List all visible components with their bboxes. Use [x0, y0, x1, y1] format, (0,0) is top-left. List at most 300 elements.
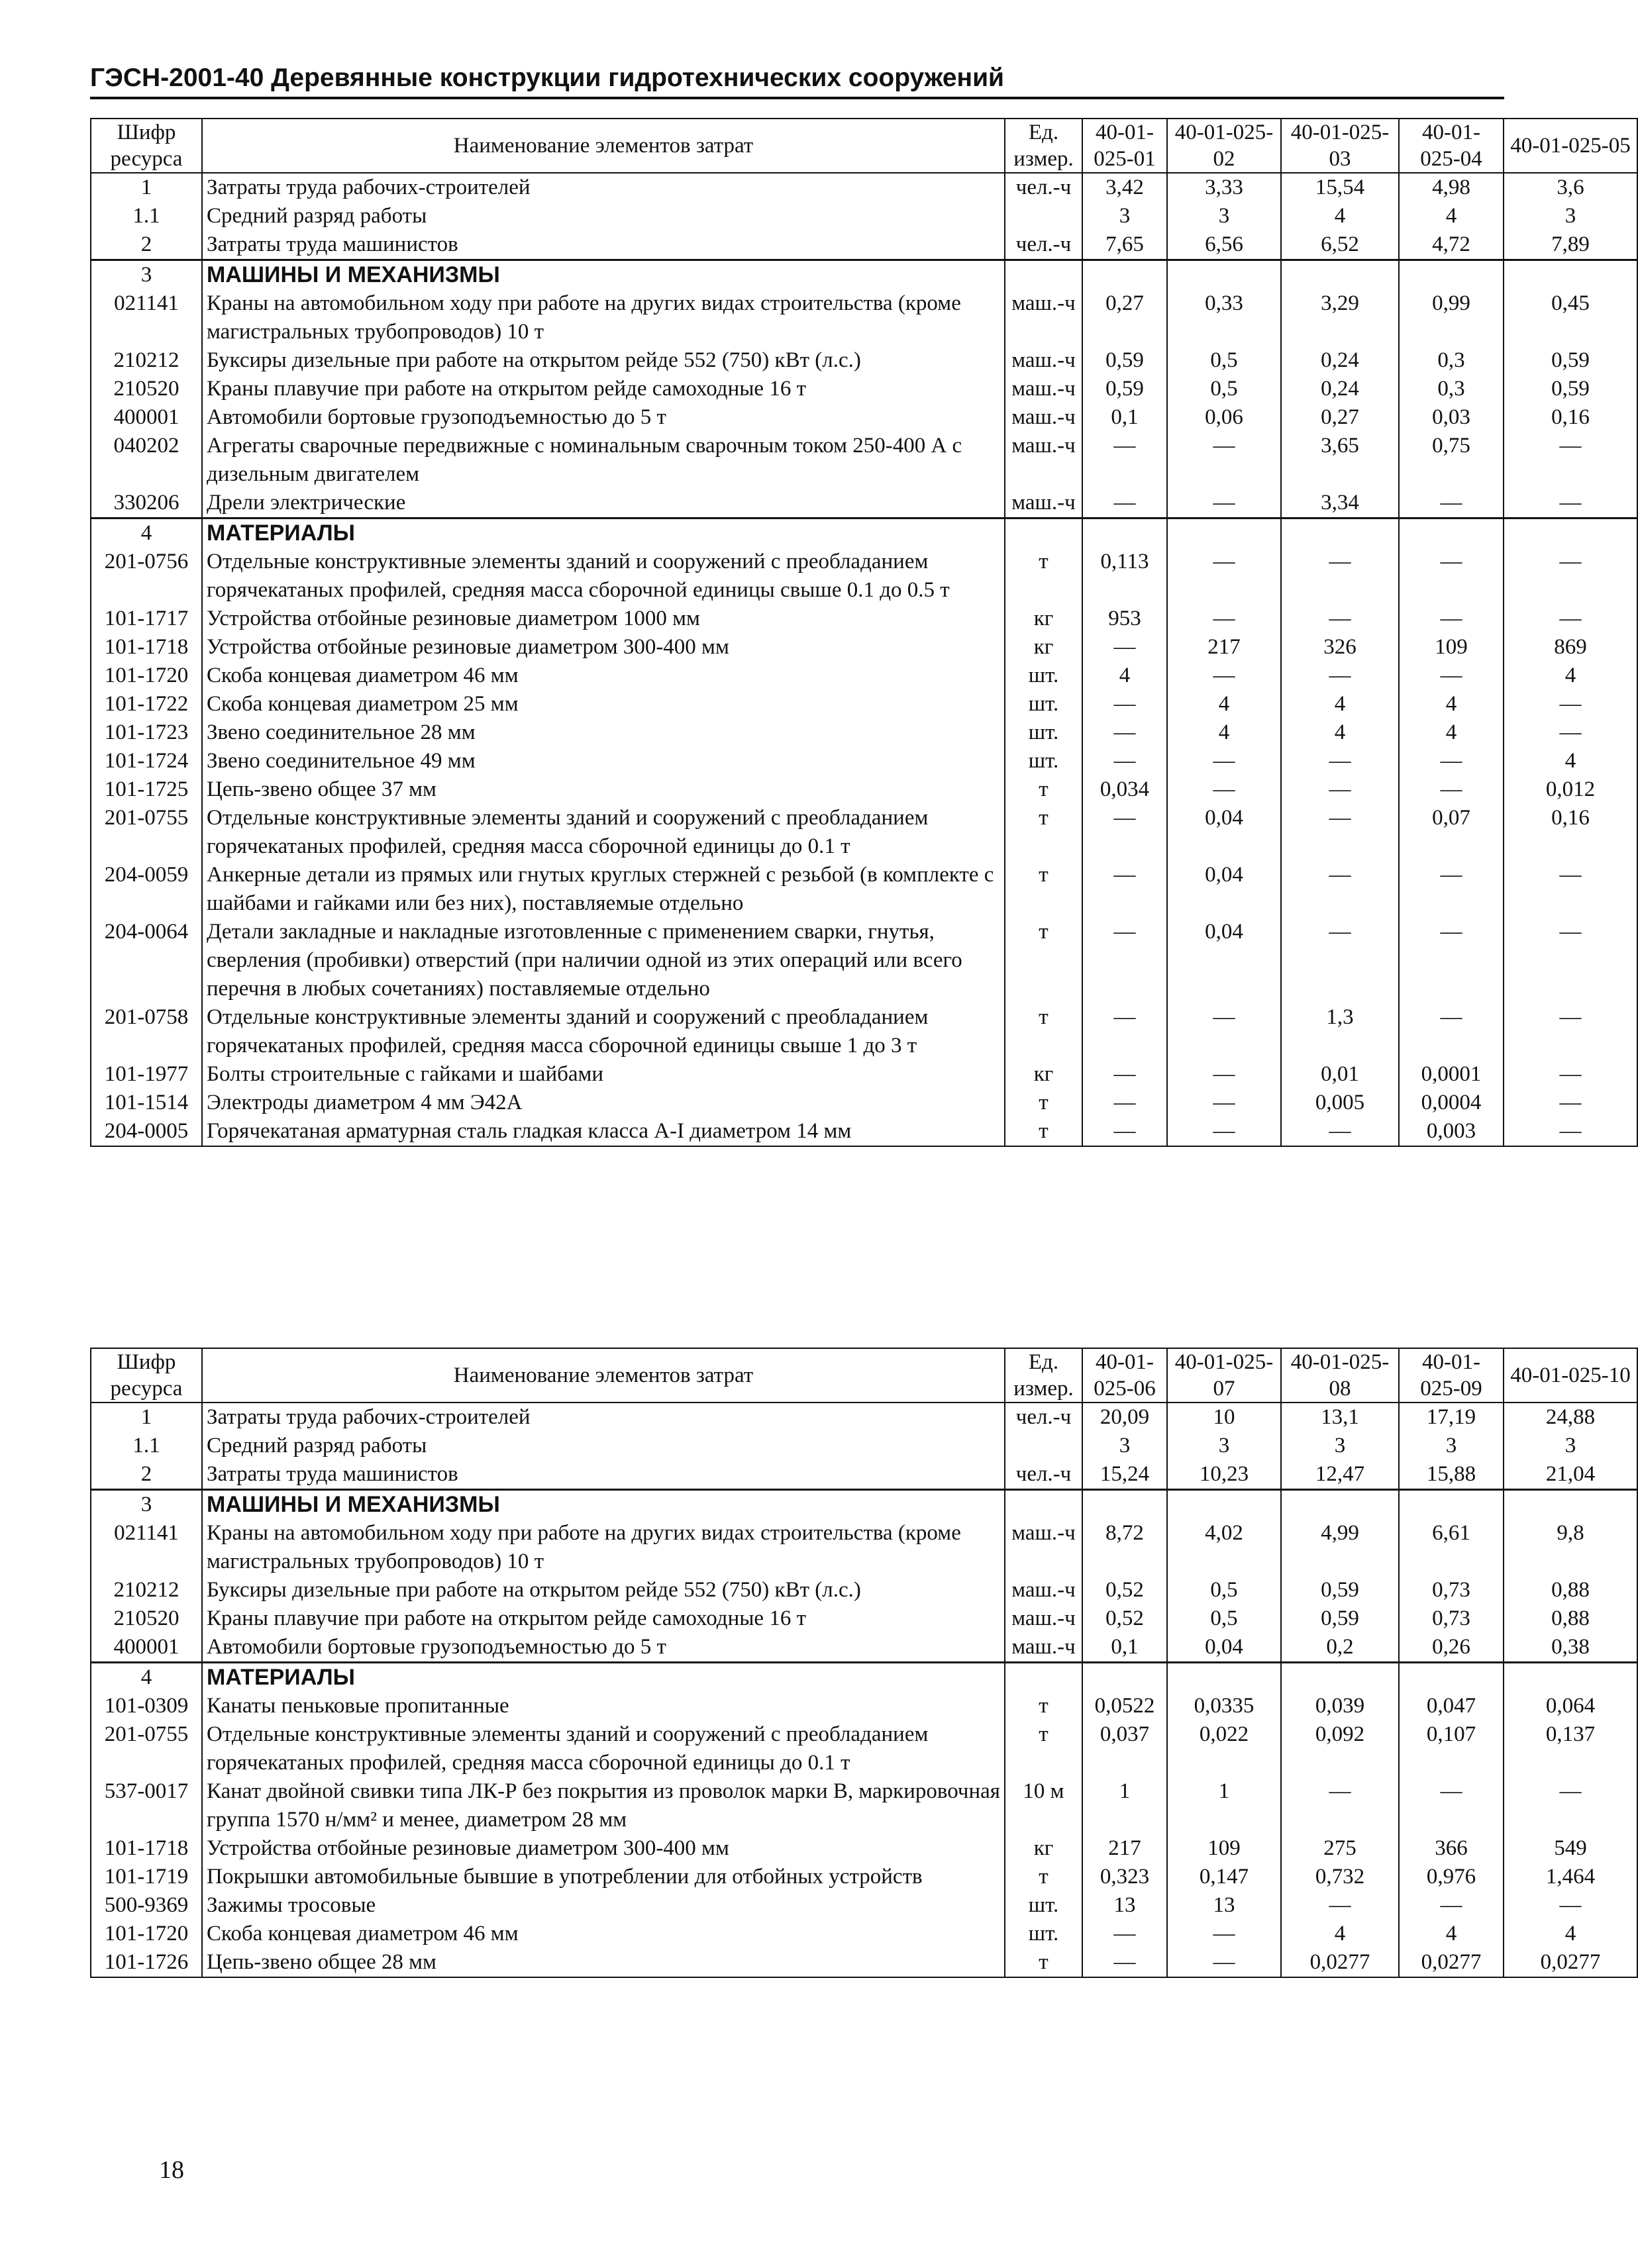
- norm-value-cell: —: [1082, 804, 1167, 861]
- norm-value-cell: 0,323: [1082, 1863, 1167, 1891]
- table-row: [91, 861, 1637, 918]
- norm-value-cell: 1: [1082, 1777, 1167, 1834]
- table-row: [91, 1834, 1637, 1863]
- unit-cell: т: [1005, 1117, 1082, 1146]
- norm-value-cell: —: [1167, 1920, 1281, 1948]
- resource-name-cell: Краны на автомобильном ходу при работе на других видах строительства (кроме магистральных трубопроводов) 10 т: [202, 1519, 1005, 1576]
- table-row: [91, 690, 1637, 718]
- table-row: [91, 1460, 1637, 1490]
- resource-name-cell: Электроды диаметром 4 мм Э42А: [202, 1089, 1005, 1117]
- norm-value-cell: —: [1281, 747, 1399, 775]
- norm-value-cell: 10,23: [1167, 1460, 1281, 1490]
- resource-code-cell: 1: [91, 173, 202, 202]
- resource-name-cell: Звено соединительное 49 мм: [202, 747, 1005, 775]
- resource-code-cell: 204-0064: [91, 918, 202, 1003]
- norm-value-cell: 0,0001: [1399, 1060, 1504, 1089]
- norm-value-cell: 3,29: [1281, 289, 1399, 346]
- table-row: [91, 747, 1637, 775]
- resource-name-cell: Средний разряд работы: [202, 202, 1005, 230]
- resource-code-cell: 101-1724: [91, 747, 202, 775]
- norm-value-cell: —: [1504, 432, 1637, 489]
- norm-value-cell: —: [1167, 662, 1281, 690]
- norm-value-cell: [1281, 1663, 1399, 1693]
- norm-value-cell: 3: [1082, 202, 1167, 230]
- unit-cell: [1005, 1432, 1082, 1460]
- resource-name-cell: Покрышки автомобильные бывшие в употреблении для отбойных устройств: [202, 1863, 1005, 1891]
- norm-value-cell: 0,0277: [1399, 1948, 1504, 1977]
- resource-code-cell: 4: [91, 1663, 202, 1693]
- resource-code-cell: 210520: [91, 375, 202, 403]
- norm-value-cell: 109: [1399, 633, 1504, 662]
- norm-value-cell: 3,65: [1281, 432, 1399, 489]
- norm-value-cell: —: [1399, 489, 1504, 518]
- resource-name-cell: Затраты труда рабочих-строителей: [202, 173, 1005, 202]
- resource-name-cell: Отдельные конструктивные элементы зданий и сооружений с преобладанием горячекатаных профилей, средняя масса сборочной единицы до 0.1 т: [202, 1720, 1005, 1777]
- norm-value-cell: 4: [1167, 690, 1281, 718]
- resource-name-cell: Автомобили бортовые грузоподъемностью до 5 т: [202, 1633, 1005, 1663]
- norm-value-cell: [1399, 260, 1504, 290]
- norm-value-cell: 12,47: [1281, 1460, 1399, 1490]
- resource-name-cell: Буксиры дизельные при работе на открытом рейде 552 (750) кВт (л.с.): [202, 1576, 1005, 1604]
- norm-value-cell: —: [1281, 861, 1399, 918]
- resource-code-cell: 101-1722: [91, 690, 202, 718]
- resource-name-cell: Зажимы тросовые: [202, 1891, 1005, 1920]
- norm-value-cell: —: [1399, 861, 1504, 918]
- resource-name-cell: Автомобили бортовые грузоподъемностью до 5 т: [202, 403, 1005, 432]
- norm-value-cell: —: [1281, 775, 1399, 804]
- norm-value-cell: 0,0522: [1082, 1692, 1167, 1720]
- norm-value-cell: [1167, 1663, 1281, 1693]
- unit-cell: чел.-ч: [1005, 1403, 1082, 1432]
- norm-value-cell: —: [1399, 918, 1504, 1003]
- norm-value-cell: 0,73: [1399, 1604, 1504, 1633]
- norm-value-cell: 0,88: [1504, 1576, 1637, 1604]
- norm-value-cell: —: [1281, 918, 1399, 1003]
- table-row: [91, 1576, 1637, 1604]
- resource-name-cell: Цепь-звено общее 37 мм: [202, 775, 1005, 804]
- norm-value-cell: —: [1082, 747, 1167, 775]
- norm-value-cell: —: [1504, 1777, 1637, 1834]
- resource-name-cell: Отдельные конструктивные элементы зданий и сооружений с преобладанием горячекатаных профилей, средняя масса сборочной единицы свыше 0.1 до 0.5 т: [202, 548, 1005, 605]
- norm-value-cell: —: [1504, 718, 1637, 747]
- norm-value-cell: —: [1167, 747, 1281, 775]
- norm-value-cell: 4: [1504, 747, 1637, 775]
- norm-value-cell: —: [1167, 605, 1281, 633]
- section-row: [91, 260, 1637, 290]
- table-row: [91, 346, 1637, 375]
- resource-code-cell: 2: [91, 230, 202, 260]
- unit-cell: 10 м: [1005, 1777, 1082, 1834]
- norm-value-cell: 4,98: [1399, 173, 1504, 202]
- resource-code-cell: 021141: [91, 1519, 202, 1576]
- table-row: [91, 1633, 1637, 1663]
- norm-value-cell: —: [1504, 1891, 1637, 1920]
- norm-value-cell: 0,07: [1399, 804, 1504, 861]
- norm-value-cell: 21,04: [1504, 1460, 1637, 1490]
- unit-cell: т: [1005, 1692, 1082, 1720]
- norm-value-cell: [1399, 1490, 1504, 1520]
- resource-code-cell: 204-0005: [91, 1117, 202, 1146]
- resource-code-cell: 101-1726: [91, 1948, 202, 1977]
- norm-value-cell: 0,26: [1399, 1633, 1504, 1663]
- resource-name-cell: Дрели электрические: [202, 489, 1005, 518]
- col-header-norm: 40-01-025-07: [1167, 1348, 1281, 1403]
- table-row: [91, 1060, 1637, 1089]
- col-header-norm: 40-01-025-03: [1281, 119, 1399, 173]
- resource-code-cell: 1.1: [91, 202, 202, 230]
- norm-value-cell: —: [1167, 489, 1281, 518]
- resource-code-cell: 101-1719: [91, 1863, 202, 1891]
- norm-value-cell: 0,27: [1082, 289, 1167, 346]
- norm-value-cell: 0,45: [1504, 289, 1637, 346]
- norm-value-cell: 0,2: [1281, 1633, 1399, 1663]
- resource-code-cell: 101-1718: [91, 1834, 202, 1863]
- norm-value-cell: 953: [1082, 605, 1167, 633]
- resource-name-cell: Краны плавучие при работе на открытом рейде самоходные 16 т: [202, 1604, 1005, 1633]
- table-row: [91, 1948, 1637, 1977]
- norm-value-cell: 17,19: [1399, 1403, 1504, 1432]
- norm-value-cell: 3,42: [1082, 173, 1167, 202]
- norm-value-cell: 6,52: [1281, 230, 1399, 260]
- norm-value-cell: 7,89: [1504, 230, 1637, 260]
- norm-value-cell: 0,113: [1082, 548, 1167, 605]
- norm-value-cell: 0,022: [1167, 1720, 1281, 1777]
- norm-value-cell: 4: [1399, 718, 1504, 747]
- unit-cell: маш.-ч: [1005, 1576, 1082, 1604]
- section-row: [91, 518, 1637, 548]
- col-header-name: Наименование элементов затрат: [202, 1348, 1005, 1403]
- norm-value-cell: 0,04: [1167, 861, 1281, 918]
- norm-value-cell: —: [1399, 662, 1504, 690]
- table-row: [91, 1519, 1637, 1576]
- norm-value-cell: 0,107: [1399, 1720, 1504, 1777]
- unit-cell: [1005, 260, 1082, 290]
- norm-value-cell: 0,06: [1167, 403, 1281, 432]
- norm-value-cell: 0,0277: [1504, 1948, 1637, 1977]
- norm-value-cell: 4: [1399, 1920, 1504, 1948]
- col-header-code: Шифр ресурса: [91, 119, 202, 173]
- col-header-norm: 40-01-025-06: [1082, 1348, 1167, 1403]
- table-row: [91, 1777, 1637, 1834]
- norm-value-cell: 20,09: [1082, 1403, 1167, 1432]
- table-row: [91, 432, 1637, 489]
- norm-value-cell: 3: [1504, 1432, 1637, 1460]
- section-title-cell: МАТЕРИАЛЫ: [202, 518, 1005, 548]
- norm-value-cell: 0,04: [1167, 804, 1281, 861]
- norm-value-cell: 0,092: [1281, 1720, 1399, 1777]
- table-row: [91, 1089, 1637, 1117]
- section-title-cell: МАШИНЫ И МЕХАНИЗМЫ: [202, 1490, 1005, 1520]
- resource-name-cell: Канат двойной свивки типа ЛК-Р без покрытия из проволок марки В, маркировочная группа 1570 н/мм² и менее, диаметром 28 мм: [202, 1777, 1005, 1834]
- norm-value-cell: 0,73: [1399, 1576, 1504, 1604]
- norm-value-cell: 0,0277: [1281, 1948, 1399, 1977]
- norm-value-cell: —: [1504, 918, 1637, 1003]
- norm-value-cell: 0,03: [1399, 403, 1504, 432]
- norm-value-cell: 13: [1167, 1891, 1281, 1920]
- norm-value-cell: [1504, 1663, 1637, 1693]
- unit-cell: шт.: [1005, 1920, 1082, 1948]
- unit-cell: кг: [1005, 605, 1082, 633]
- norm-value-cell: 549: [1504, 1834, 1637, 1863]
- norm-value-cell: 4: [1281, 690, 1399, 718]
- norm-value-cell: 6,61: [1399, 1519, 1504, 1576]
- resource-code-cell: 101-1718: [91, 633, 202, 662]
- norm-value-cell: —: [1082, 1060, 1167, 1089]
- table-row: [91, 718, 1637, 747]
- norm-value-cell: 0,59: [1082, 346, 1167, 375]
- table-header: [91, 119, 1637, 173]
- norm-value-cell: —: [1167, 1948, 1281, 1977]
- resource-name-cell: Горячекатаная арматурная сталь гладкая класса А-I диаметром 14 мм: [202, 1117, 1005, 1146]
- norm-value-cell: 326: [1281, 633, 1399, 662]
- norm-value-cell: 0,59: [1281, 1604, 1399, 1633]
- table-row: [91, 489, 1637, 518]
- norm-value-cell: —: [1082, 1117, 1167, 1146]
- norm-value-cell: [1281, 1490, 1399, 1520]
- resource-name-cell: Краны плавучие при работе на открытом рейде самоходные 16 т: [202, 375, 1005, 403]
- resource-name-cell: Затраты труда машинистов: [202, 230, 1005, 260]
- resource-name-cell: Звено соединительное 28 мм: [202, 718, 1005, 747]
- norm-value-cell: 4: [1504, 662, 1637, 690]
- norm-value-cell: —: [1504, 1003, 1637, 1060]
- norm-value-cell: 0,003: [1399, 1117, 1504, 1146]
- table-row: [91, 918, 1637, 1003]
- resource-code-cell: 101-1977: [91, 1060, 202, 1089]
- resource-code-cell: 201-0758: [91, 1003, 202, 1060]
- norm-value-cell: 275: [1281, 1834, 1399, 1863]
- norm-value-cell: —: [1082, 1920, 1167, 1948]
- norm-value-cell: —: [1082, 718, 1167, 747]
- norm-value-cell: —: [1281, 804, 1399, 861]
- unit-cell: маш.-ч: [1005, 375, 1082, 403]
- unit-cell: кг: [1005, 1834, 1082, 1863]
- unit-cell: [1005, 202, 1082, 230]
- unit-cell: т: [1005, 1948, 1082, 1977]
- norm-value-cell: —: [1504, 1060, 1637, 1089]
- norm-value-cell: —: [1167, 1117, 1281, 1146]
- resource-code-cell: 4: [91, 518, 202, 548]
- norm-value-cell: —: [1399, 1777, 1504, 1834]
- norm-value-cell: 3,33: [1167, 173, 1281, 202]
- norm-value-cell: 366: [1399, 1834, 1504, 1863]
- unit-cell: чел.-ч: [1005, 173, 1082, 202]
- unit-cell: шт.: [1005, 690, 1082, 718]
- norm-value-cell: 24,88: [1504, 1403, 1637, 1432]
- resource-name-cell: Детали закладные и накладные изготовленные с применением сварки, гнутья, сверления (пробивки) отверстий (при наличии одной из этих операций или всего перечня в любых сочетаниях) поставляемые отдельно: [202, 918, 1005, 1003]
- norm-value-cell: —: [1082, 633, 1167, 662]
- norm-value-cell: 0,75: [1399, 432, 1504, 489]
- norm-value-cell: 4: [1504, 1920, 1637, 1948]
- resource-code-cell: 040202: [91, 432, 202, 489]
- page-number: 18: [159, 2156, 184, 2184]
- norm-value-cell: [1399, 1663, 1504, 1693]
- unit-cell: шт.: [1005, 1891, 1082, 1920]
- norm-value-cell: —: [1281, 662, 1399, 690]
- norm-value-cell: 3: [1167, 202, 1281, 230]
- norm-value-cell: 3,34: [1281, 489, 1399, 518]
- norm-value-cell: 3: [1082, 1432, 1167, 1460]
- norm-value-cell: 15,88: [1399, 1460, 1504, 1490]
- resource-name-cell: Болты строительные с гайками и шайбами: [202, 1060, 1005, 1089]
- norm-value-cell: 0,01: [1281, 1060, 1399, 1089]
- resource-code-cell: 101-1723: [91, 718, 202, 747]
- norm-value-cell: —: [1167, 1060, 1281, 1089]
- col-header-norm: 40-01-025-02: [1167, 119, 1281, 173]
- resource-name-cell: Затраты труда машинистов: [202, 1460, 1005, 1490]
- resource-table-1: [90, 118, 1638, 1147]
- norm-value-cell: 6,56: [1167, 230, 1281, 260]
- norm-value-cell: 0,33: [1167, 289, 1281, 346]
- norm-value-cell: —: [1399, 1891, 1504, 1920]
- unit-cell: маш.-ч: [1005, 346, 1082, 375]
- resource-name-cell: Агрегаты сварочные передвижные с номинальным сварочным током 250-400 А с дизельным двигателем: [202, 432, 1005, 489]
- resource-name-cell: Скоба концевая диаметром 25 мм: [202, 690, 1005, 718]
- col-header-norm: 40-01-025-08: [1281, 1348, 1399, 1403]
- resource-code-cell: 201-0755: [91, 1720, 202, 1777]
- unit-cell: т: [1005, 861, 1082, 918]
- section-title-cell: МАШИНЫ И МЕХАНИЗМЫ: [202, 260, 1005, 290]
- norm-value-cell: [1082, 518, 1167, 548]
- norm-value-cell: [1504, 518, 1637, 548]
- unit-cell: т: [1005, 1720, 1082, 1777]
- col-header-unit: Ед. измер.: [1005, 1348, 1082, 1403]
- table-row: [91, 804, 1637, 861]
- norm-value-cell: 0,59: [1504, 346, 1637, 375]
- norm-value-cell: 0,16: [1504, 804, 1637, 861]
- col-header-unit: Ед. измер.: [1005, 119, 1082, 173]
- norm-value-cell: —: [1504, 489, 1637, 518]
- norm-value-cell: 0,039: [1281, 1692, 1399, 1720]
- norm-value-cell: —: [1399, 775, 1504, 804]
- resource-code-cell: 201-0756: [91, 548, 202, 605]
- norm-value-cell: —: [1281, 1777, 1399, 1834]
- norm-value-cell: 0,52: [1082, 1604, 1167, 1633]
- norm-value-cell: 0,064: [1504, 1692, 1637, 1720]
- resource-code-cell: 101-1720: [91, 662, 202, 690]
- norm-value-cell: 1,464: [1504, 1863, 1637, 1891]
- norm-value-cell: 3,6: [1504, 173, 1637, 202]
- page-header: ГЭСН-2001-40 Деревянные конструкции гидротехнических сооружений: [90, 64, 1504, 99]
- unit-cell: маш.-ч: [1005, 1633, 1082, 1663]
- norm-value-cell: [1167, 1490, 1281, 1520]
- resource-code-cell: 101-1514: [91, 1089, 202, 1117]
- norm-value-cell: 7,65: [1082, 230, 1167, 260]
- norm-value-cell: 4: [1399, 690, 1504, 718]
- norm-value-cell: 3: [1281, 1432, 1399, 1460]
- norm-value-cell: 3: [1399, 1432, 1504, 1460]
- norm-value-cell: 0,38: [1504, 1633, 1637, 1663]
- resource-code-cell: 101-1720: [91, 1920, 202, 1948]
- norm-value-cell: 0,0004: [1399, 1089, 1504, 1117]
- table-row: [91, 1863, 1637, 1891]
- norm-value-cell: 4: [1399, 202, 1504, 230]
- resource-code-cell: 400001: [91, 1633, 202, 1663]
- resource-code-cell: 500-9369: [91, 1891, 202, 1920]
- norm-value-cell: —: [1399, 747, 1504, 775]
- norm-value-cell: —: [1504, 605, 1637, 633]
- norm-value-cell: —: [1504, 548, 1637, 605]
- unit-cell: шт.: [1005, 747, 1082, 775]
- norm-value-cell: —: [1167, 548, 1281, 605]
- table-row: [91, 548, 1637, 605]
- col-header-norm: 40-01-025-05: [1504, 119, 1637, 173]
- resource-name-cell: Отдельные конструктивные элементы зданий и сооружений с преобладанием горячекатаных профилей, средняя масса сборочной единицы до 0.1 т: [202, 804, 1005, 861]
- norm-value-cell: 15,54: [1281, 173, 1399, 202]
- norm-value-cell: 0,147: [1167, 1863, 1281, 1891]
- norm-value-cell: 0,59: [1504, 375, 1637, 403]
- unit-cell: шт.: [1005, 662, 1082, 690]
- unit-cell: кг: [1005, 1060, 1082, 1089]
- norm-value-cell: 4: [1281, 1920, 1399, 1948]
- unit-cell: маш.-ч: [1005, 1519, 1082, 1576]
- resource-name-cell: Скоба концевая диаметром 46 мм: [202, 662, 1005, 690]
- norm-value-cell: —: [1167, 1003, 1281, 1060]
- resource-code-cell: 1.1: [91, 1432, 202, 1460]
- unit-cell: т: [1005, 1089, 1082, 1117]
- norm-value-cell: [1281, 260, 1399, 290]
- norm-value-cell: 4,99: [1281, 1519, 1399, 1576]
- norm-value-cell: [1281, 518, 1399, 548]
- unit-cell: маш.-ч: [1005, 489, 1082, 518]
- table-row: [91, 230, 1637, 260]
- unit-cell: чел.-ч: [1005, 1460, 1082, 1490]
- norm-value-cell: [1504, 260, 1637, 290]
- norm-value-cell: —: [1504, 1117, 1637, 1146]
- norm-value-cell: 0,034: [1082, 775, 1167, 804]
- table-row: [91, 1920, 1637, 1948]
- norm-value-cell: 0,0335: [1167, 1692, 1281, 1720]
- unit-cell: кг: [1005, 633, 1082, 662]
- norm-value-cell: 0,27: [1281, 403, 1399, 432]
- unit-cell: чел.-ч: [1005, 230, 1082, 260]
- norm-value-cell: —: [1082, 690, 1167, 718]
- resource-code-cell: 1: [91, 1403, 202, 1432]
- unit-cell: маш.-ч: [1005, 1604, 1082, 1633]
- unit-cell: [1005, 1490, 1082, 1520]
- table-row: [91, 1604, 1637, 1633]
- norm-value-cell: [1399, 518, 1504, 548]
- norm-value-cell: 0,3: [1399, 375, 1504, 403]
- unit-cell: шт.: [1005, 718, 1082, 747]
- norm-value-cell: [1082, 1490, 1167, 1520]
- col-header-norm: 40-01-025-01: [1082, 119, 1167, 173]
- resource-code-cell: 021141: [91, 289, 202, 346]
- norm-value-cell: —: [1281, 1891, 1399, 1920]
- norm-value-cell: 3: [1167, 1432, 1281, 1460]
- table-row: [91, 1403, 1637, 1432]
- norm-value-cell: —: [1504, 1089, 1637, 1117]
- unit-cell: т: [1005, 1003, 1082, 1060]
- resource-code-cell: 210212: [91, 1576, 202, 1604]
- table-row: [91, 289, 1637, 346]
- resource-name-cell: Скоба концевая диаметром 46 мм: [202, 1920, 1005, 1948]
- col-header-norm: 40-01-025-04: [1399, 119, 1504, 173]
- unit-cell: т: [1005, 918, 1082, 1003]
- resource-code-cell: 537-0017: [91, 1777, 202, 1834]
- table-row: [91, 662, 1637, 690]
- norm-value-cell: 0,99: [1399, 289, 1504, 346]
- norm-value-cell: —: [1281, 548, 1399, 605]
- unit-cell: т: [1005, 804, 1082, 861]
- norm-value-cell: —: [1082, 432, 1167, 489]
- resource-name-cell: Устройства отбойные резиновые диаметром 300-400 мм: [202, 1834, 1005, 1863]
- resource-code-cell: 204-0059: [91, 861, 202, 918]
- norm-value-cell: —: [1167, 775, 1281, 804]
- resource-table-2: [90, 1348, 1638, 1978]
- resource-name-cell: Затраты труда рабочих-строителей: [202, 1403, 1005, 1432]
- unit-cell: [1005, 1663, 1082, 1693]
- resource-code-cell: 330206: [91, 489, 202, 518]
